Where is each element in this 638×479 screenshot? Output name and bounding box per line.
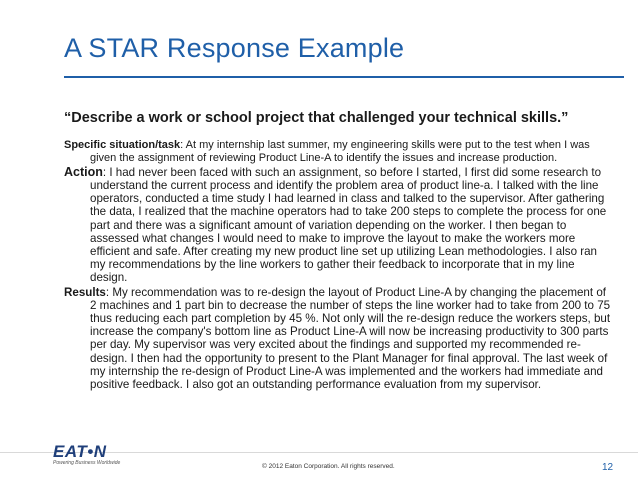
eaton-logo-wordmark: EAT•N xyxy=(53,442,107,461)
results-label: Results xyxy=(64,286,106,300)
eaton-logo xyxy=(53,442,121,469)
results-text: : My recommendation was to re-design the layout of Product Line-A by changing the placement of 2 machines and 1 part bin to decrease the number of steps the line worker had to take from 200 to 75 thus reducing each part completion by 45 %. Not only will the re-design reduce the workers steps, but increase the company's bottom line as Product Line-A will now be increasing productivity to 300 parts per day. My supervisor was very excited about the findings and supported my recommended re-design. I then had the opportunity to present to the Plant Manager for final approval. The last week of my internship the re-design of Product Line-A was implemented and the workers had immediate and positive feedback. I also got an outstanding performance evaluation from my supervisor. xyxy=(90,286,611,391)
page-number: 12 xyxy=(602,462,614,473)
situation-label: Specific situation/task xyxy=(64,139,181,151)
eaton-logo-tagline: Powering Business Worldwide xyxy=(53,460,121,466)
situation-text: : At my internship last summer, my engineering skills were put to the test when I was given the assignment of reviewing Product Line-A to identify the issues and increase production. xyxy=(90,139,590,164)
copyright-notice: © 2012 Eaton Corporation. All rights reserved. xyxy=(262,463,395,470)
title-divider xyxy=(64,76,624,78)
slide-title: A STAR Response Example xyxy=(64,33,405,63)
results-paragraph xyxy=(64,286,614,391)
action-paragraph xyxy=(64,166,614,284)
star-response-body xyxy=(64,139,614,393)
interview-question: “Describe a work or school project that challenged your technical skills.” xyxy=(64,110,569,126)
situation-paragraph xyxy=(64,139,614,164)
action-text: : I had never been faced with such an assignment, so before I started, I first did some research to understand the current process and identify the problem area of product line-a. I talked with the line operators, conducted a time study I had learned in class and talked to the supervisor. After gathering the data, I realized that the machine operators had to take 200 steps to complete the process for one part and there was a significant amount of variation depending on the worker. I then began to assessed what changes I would need to make to improve the layout to make the workers more efficient and safe. After creating my new product line set up utilizing Lean methodologies. I also ran my recommendations by the line workers to gather their feedback to incorporate that in my line design. xyxy=(90,166,607,284)
action-label: Action xyxy=(64,165,103,180)
